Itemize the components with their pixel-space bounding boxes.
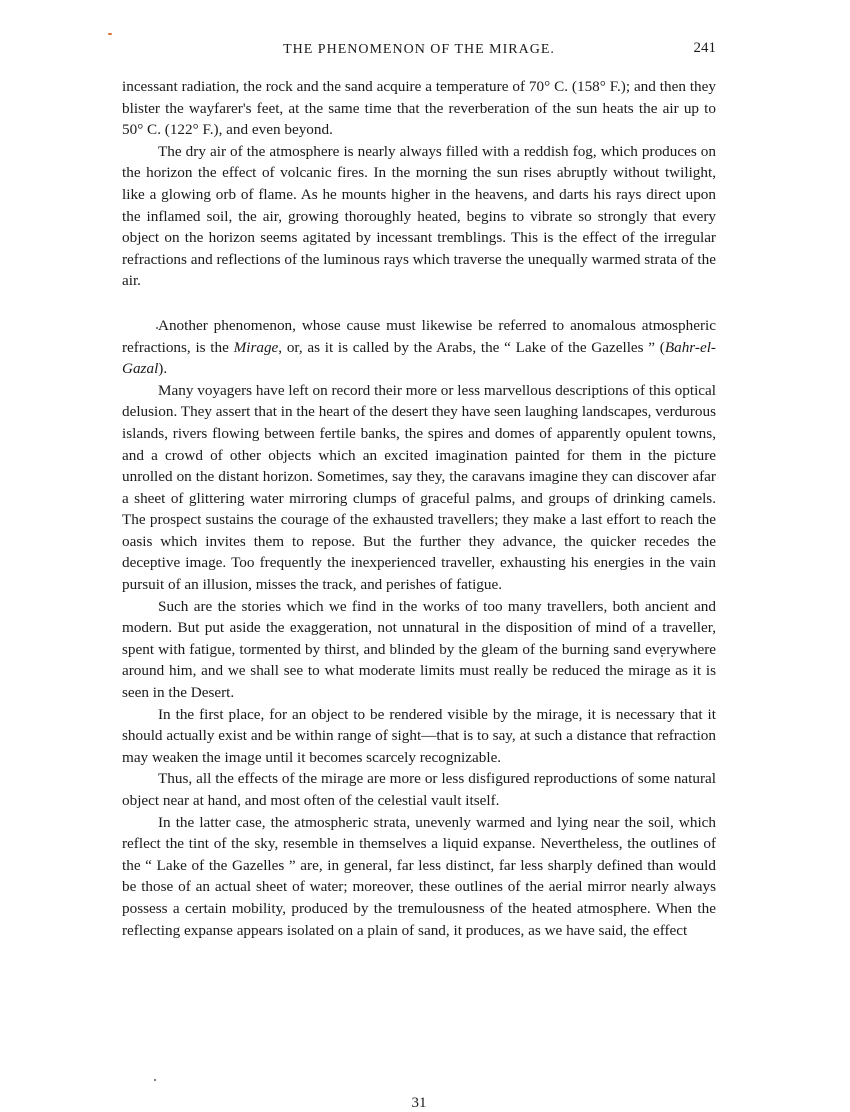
running-header: [122, 40, 716, 62]
page-number: 241: [693, 40, 716, 56]
paragraph: The dry air of the atmosphere is nearly always filled with a reddish fog, which produces on the horizon the effect of volcanic fires. In the morning the sun rises abruptly without twilight, like a glowing orb of flame. As he mounts higher in the heavens, and darts his rays direct upon the inflamed soil, the air, growing thoroughly heated, begins to vibrate so strongly that every object on the horizon seems agitated by incessant tremblings. This is the effect of the irregular refractions and reflections of the luminous rays which traverse the unequally warmed strata of the air.: [122, 142, 716, 290]
signature-mark: 31: [411, 1095, 427, 1111]
paragraph: In the latter case, the atmospheric strata, unevenly warmed and lying near the soil, which reflect the tint of the sky, resemble in themselves a liquid expanse. Nevertheless, the outlines of the “ Lake of the Gazelles ” are, in general, far less distinct, far less sharply defined than would be those of an actual sheet of water; moreover, these outlines of the aerial mirror nearly always possess a certain mobility, produced by the tremulousness of the heated atmosphere. When the reflecting expanse appears isolated on a plain of sand, it produces, as we have said, the effect: [122, 813, 716, 939]
paragraph: Thus, all the effects of the mirage are more or less disfigured reproductions of some natural object near at hand, and most often of the celestial vault itself.: [122, 770, 716, 809]
paragraph: In the first place, for an object to be rendered visible by the mirage, it is necessary that it should actually exist and be within range of sight—that is to say, at such a distance that refraction may weaken the image until it becomes scarcely recognizable.: [122, 705, 716, 766]
paragraph: [122, 315, 716, 380]
paragraph: Such are the stories which we find in the works of too many travellers, both ancient and modern. But put aside the exaggeration, not unnatural in the disposition of mind of a traveller, spent with fatigue, tormented by thirst, and blinded by the gleam of the burning sand everywhere around him, and we shall see to what moderate limits must really be reduced the mirage as it is seen in the Desert.: [122, 597, 716, 702]
body-text: [122, 76, 716, 941]
paragraph: incessant radiation, the rock and the sand acquire a temperature of 70° C. (158° F.); and then they blister the wayfarer's feet, at the same time that the reverberation of the sun heats the air up to 50° C. (122° F.), and even beyond.: [122, 78, 716, 139]
text-run: ).: [158, 360, 168, 378]
margin-mark: [154, 1079, 156, 1081]
text-run: , or, as it is called by the Arabs, the “ Lake of the Gazelles ” (: [278, 338, 665, 356]
text-run: Another phenomenon, whose cause must likewise be referred to anomalous atmospheric refractions, is the: [122, 316, 716, 356]
italic-term: Mirage: [233, 338, 279, 356]
margin-mark: [108, 33, 112, 35]
italic-term: Bahr-el-Gazal: [122, 338, 716, 378]
running-title: THE PHENOMENON OF THE MIRAGE.: [283, 42, 555, 57]
paragraph: Many voyagers have left on record their more or less marvellous descriptions of this optical delusion. They assert that in the heart of the desert they have seen laughing landscapes, verdurous islands, rivers flowing between fertile banks, the spires and domes of apparently opulent towns, and a crowd of other objects which an excited imagination painted for them in the picture unrolled on the distant horizon. Sometimes, say they, the caravans imagine they can discover afar a sheet of glittering water mirroring clumps of graceful palms, and groups of drinking camels. The prospect sustains the courage of the exhausted travellers; they make a last effort to reach the oasis which invites them to repose. But the further they advance, the quicker recedes the deceptive image. Too frequently the inexperienced traveller, exhausting his energies in the vain pursuit of an illusion, misses the track, and perishes of fatigue.: [122, 381, 716, 594]
book-page: [122, 40, 716, 1111]
